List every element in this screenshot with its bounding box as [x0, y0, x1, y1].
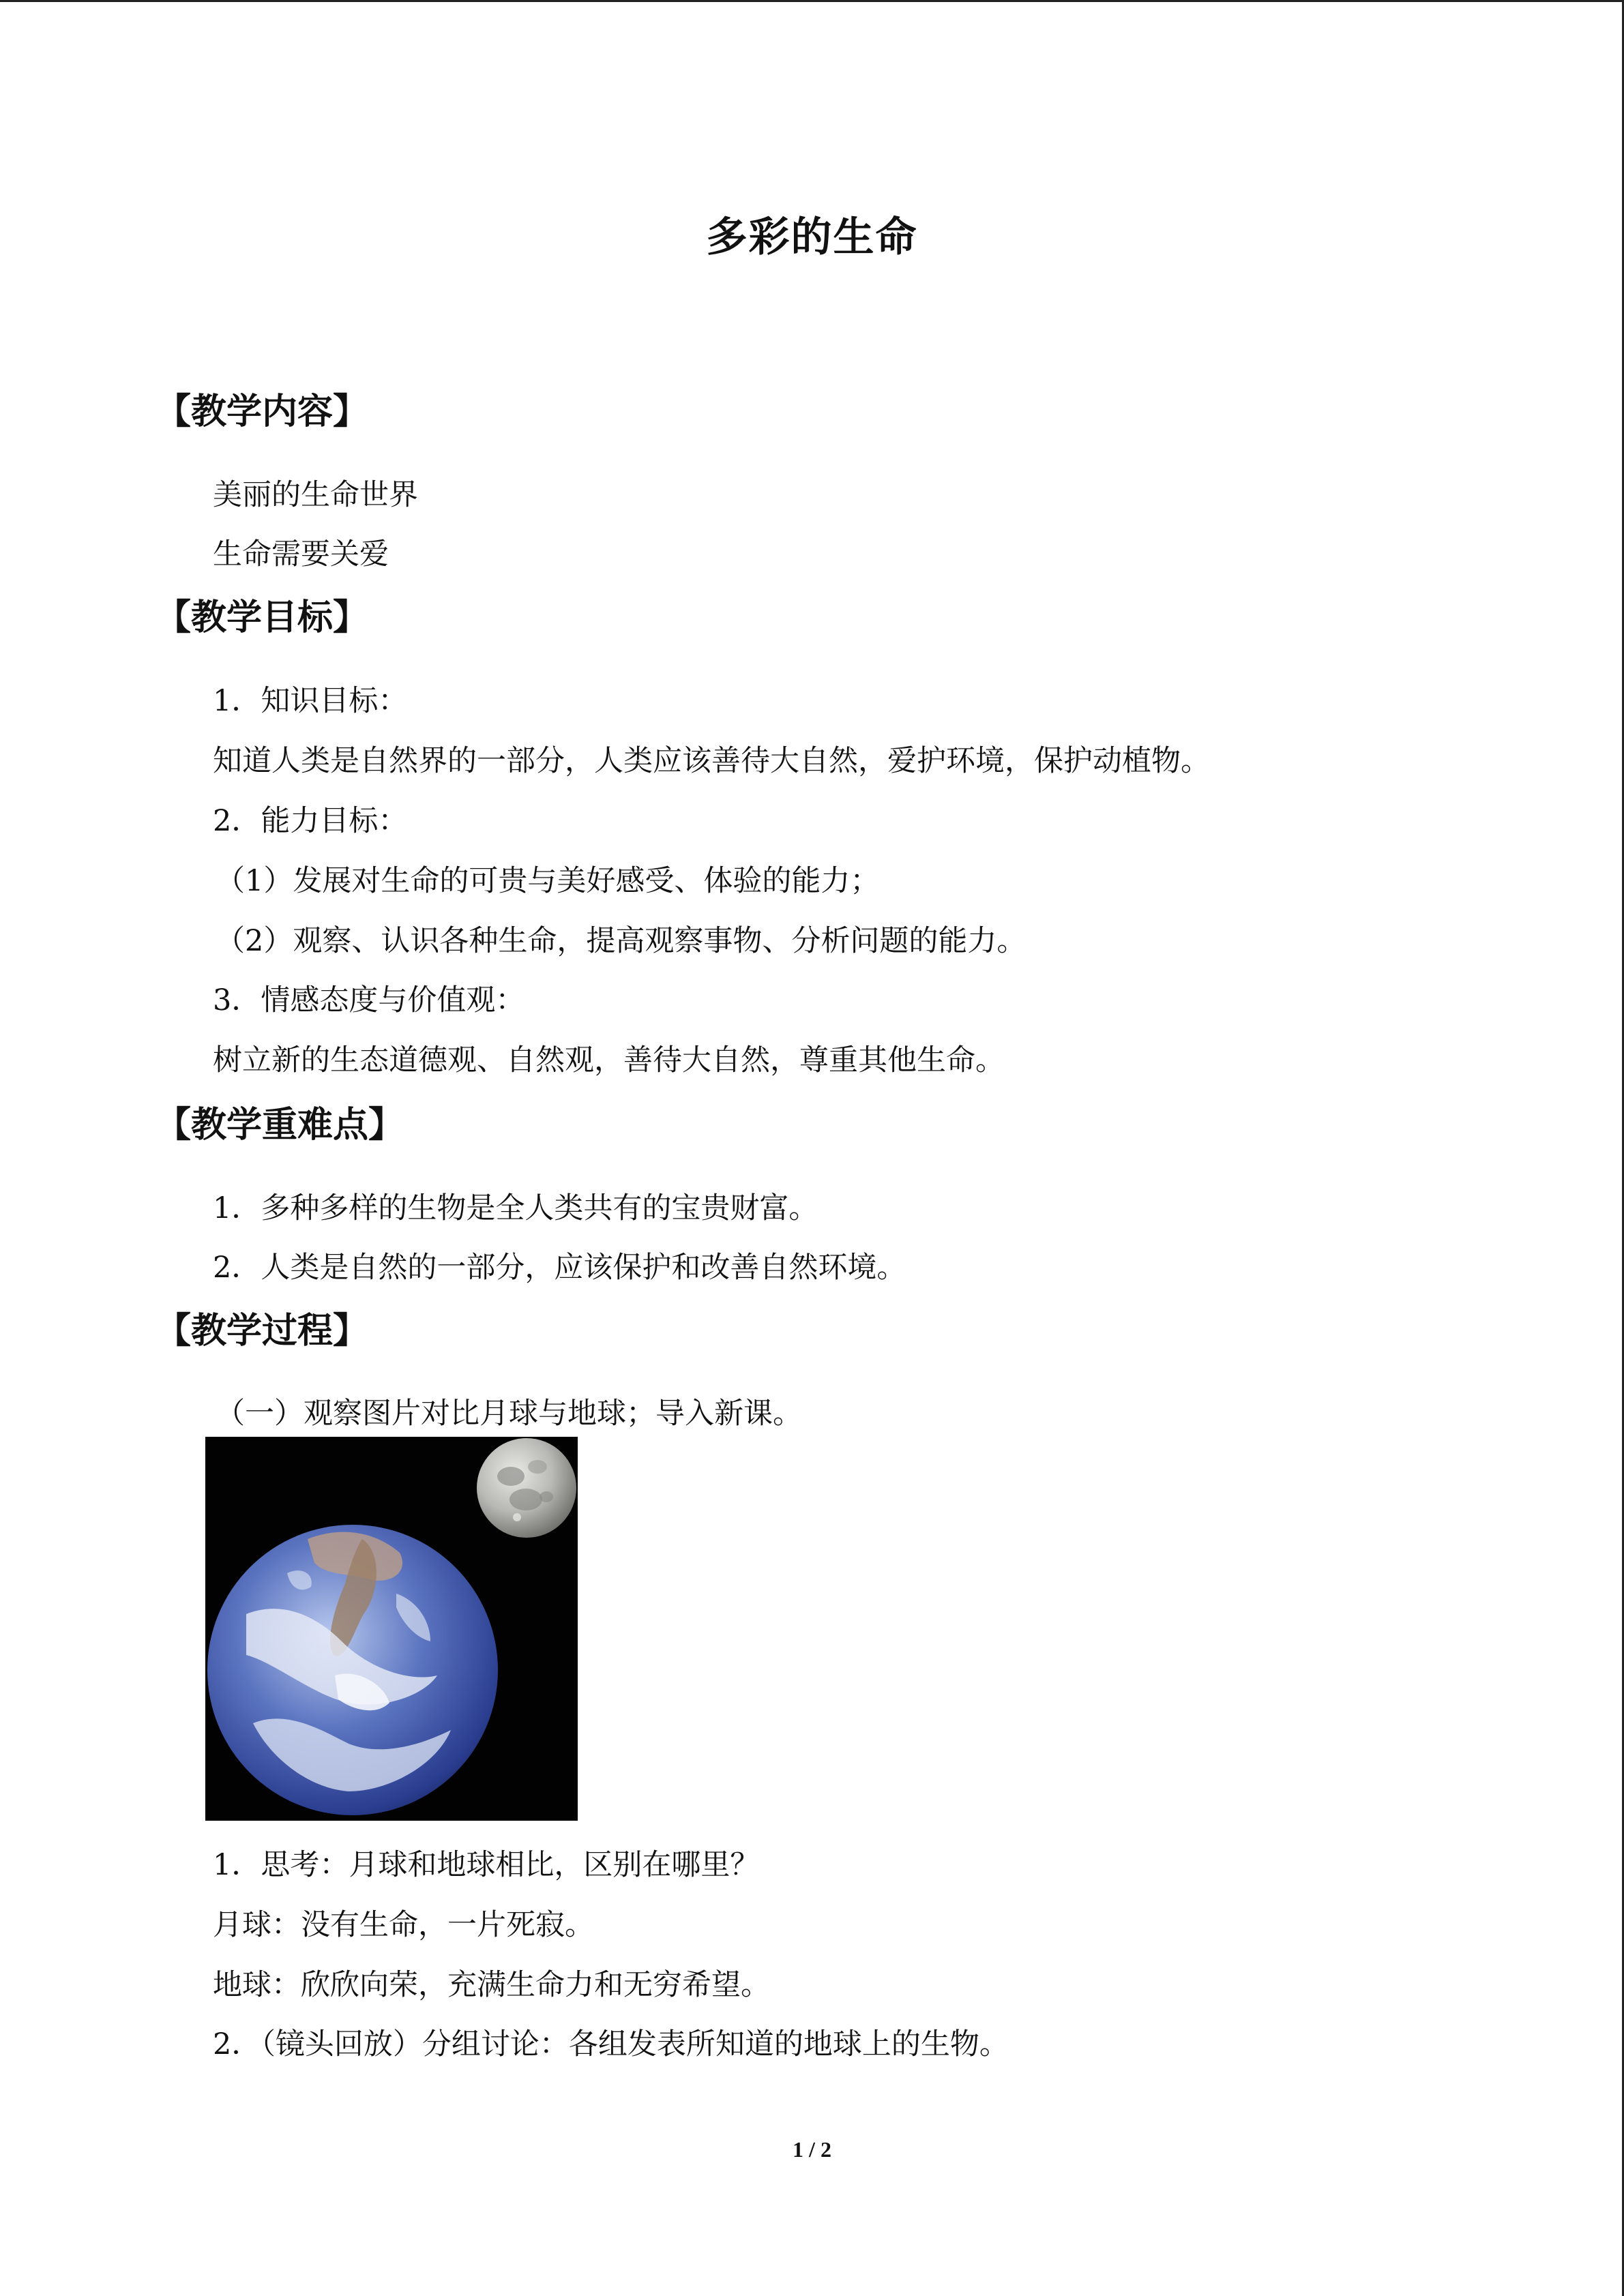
goal-line: （2）观察、认识各种生命，提高观察事物、分析问题的能力。 [216, 924, 1027, 958]
earth-and-moon-photo [205, 1437, 578, 1821]
goal-line: 树立新的生态道德观、自然观，善待大自然，尊重其他生命。 [213, 1043, 1005, 1077]
goal-line: 知道人类是自然界的一部分，人类应该善待大自然，爱护环境，保护动植物。 [213, 744, 1210, 778]
process-line: 1．思考：月球和地球相比，区别在哪里？ [213, 1848, 760, 1882]
content-line: 生命需要关爱 [213, 537, 389, 571]
page-number: 1 / 2 [793, 2137, 831, 2162]
section-heading-goals: 【教学目标】 [156, 597, 369, 638]
goal-line: 1．知识目标： [213, 684, 408, 718]
section-heading-content: 【教学内容】 [156, 391, 369, 432]
content-line: 美丽的生命世界 [213, 478, 418, 512]
earth-icon [207, 1525, 498, 1815]
process-line: 2．（镜头回放）分组讨论：各组发表所知道的地球上的生物。 [213, 2027, 1009, 2061]
process-intro: （一）观察图片对比月球与地球；导入新课。 [216, 1397, 802, 1431]
page-border [0, 0, 1624, 2]
moon-icon [477, 1438, 576, 1538]
key-point-line: 2．人类是自然的一部分，应该保护和改善自然环境。 [213, 1251, 906, 1285]
document-title: 多彩的生命 [706, 213, 918, 261]
goal-line: 3．情感态度与价值观： [213, 983, 525, 1017]
key-point-line: 1．多种多样的生物是全人类共有的宝贵财富。 [213, 1191, 818, 1225]
process-line: 地球：欣欣向荣，充满生命力和无穷希望。 [213, 1968, 770, 2002]
section-heading-process: 【教学过程】 [156, 1311, 369, 1352]
process-line: 月球：没有生命，一片死寂。 [213, 1908, 594, 1942]
section-heading-key-points: 【教学重难点】 [156, 1105, 404, 1146]
goal-line: 2．能力目标： [213, 804, 408, 838]
goal-line: （1）发展对生命的可贵与美好感受、体验的能力； [216, 864, 880, 898]
